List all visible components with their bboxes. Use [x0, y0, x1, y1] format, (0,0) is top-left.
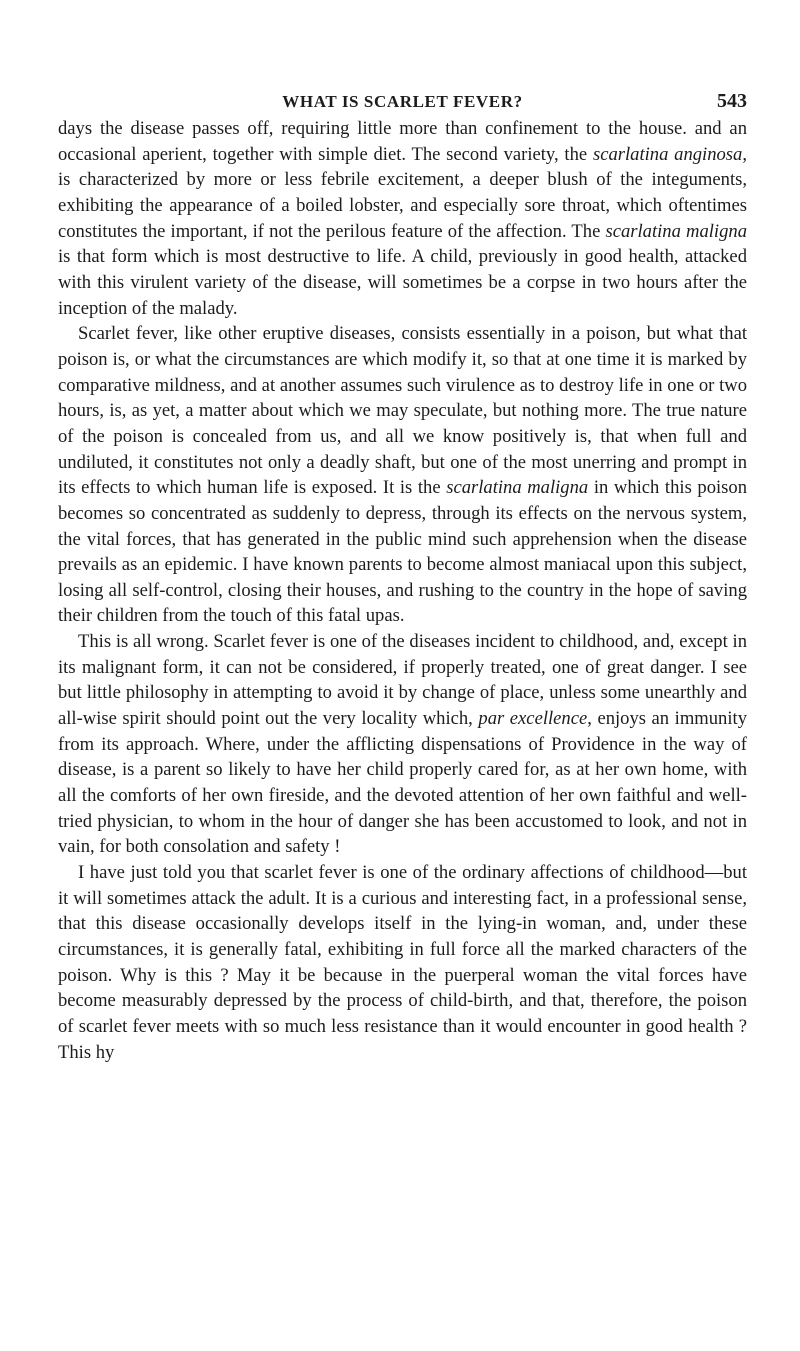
text-run: , is characterized by more or less febrile excitement, a deeper blush of the integuments, exhibiting the appearance of a boiled lobster, and especially sore throat, which oftentimes constitutes the important, if not the perilous feature of the affection. The: [58, 143, 747, 242]
text-run: in which this poison becomes so concentrated as suddenly to depress, through its effects on the nervous system, the vital forces, that has generated in the public mind such apprehension when the disease prevails as an epidemic. I have known parents to become almost maniacal upon this subject, losing all self-control, closing their houses, and rushing to the country in the hope of saving their children from the touch of this fatal upas.: [58, 477, 747, 627]
body-text: [58, 116, 747, 1065]
italic-term: scarlatina anginosa: [592, 143, 743, 165]
paragraph-4: [58, 860, 747, 1065]
text-run: is that form which is most destructive to life. A child, previously in good health, attacked with this virulent variety of the disease, will sometimes be a corpse in two hours after the inception of the malady.: [58, 246, 747, 319]
paragraph-2: [58, 321, 747, 629]
text-run: Scarlet fever, like other eruptive diseases, consists essentially in a poison, but what that poison is, or what the circumstances are which modify it, so that at one time it is marked by comparative mildness, and at another assumes such virulence as to destroy life in one or two hours, is, as yet, a matter about which we may speculate, but nothing more. The true nature of the poison is concealed from us, and all we know positively is, that when full and undiluted, it constitutes not only a deadly shaft, but one of the most unerring and prompt in its effects to which human life is exposed. It is the: [58, 323, 747, 499]
italic-term: scarlatina maligna: [605, 220, 747, 242]
paragraph-1: [58, 116, 747, 321]
italic-term: scarlatina maligna: [446, 477, 589, 499]
page-header: [58, 0, 747, 116]
italic-term: par excellence: [478, 708, 588, 730]
text-run: , enjoys an immunity from its approach. Where, under the afflicting dispensations of Providence in the way of disease, is a parent so likely to have her child properly cared for, as at her own home, with all the comforts of her own fireside, and the devoted attention of her own faithful and well-tried physician, to whom in the hour of danger she has been accustomed to look, and not in vain, for both consolation and safety !: [58, 708, 747, 858]
text-run: days the disease passes off, requiring little more than confinement to the house. and an occasional aperient, together with simple diet. The second variety, the: [58, 118, 747, 165]
text-run: This is all wrong. Scarlet fever is one of the diseases incident to childhood, and, except in its malignant form, it can not be considered, if properly treated, one of great danger. I see but little philosophy in attempting to avoid it by change of place, unless some unearthly and all-wise spirit should point out the very locality which,: [58, 631, 747, 730]
page-number: 543: [717, 90, 747, 112]
text-run: I have just told you that scarlet fever is one of the ordinary affections of childhood—but it will sometimes attack the adult. It is a curious and interesting fact, in a professional sense, that this disease occasionally develops itself in the lying-in woman, and, under these circumstances, it is generally fatal, exhibiting in full force all the marked characters of the poison. Why is this ? May it be because in the puerperal woman the vital forces have become measurably depressed by the process of child-birth, and that, therefore, the poison of scarlet fever meets with so much less resistance than it would encounter in good health ? This hy: [58, 862, 747, 1063]
paragraph-3: [58, 629, 747, 860]
running-title: WHAT IS SCARLET FEVER?: [282, 92, 523, 111]
